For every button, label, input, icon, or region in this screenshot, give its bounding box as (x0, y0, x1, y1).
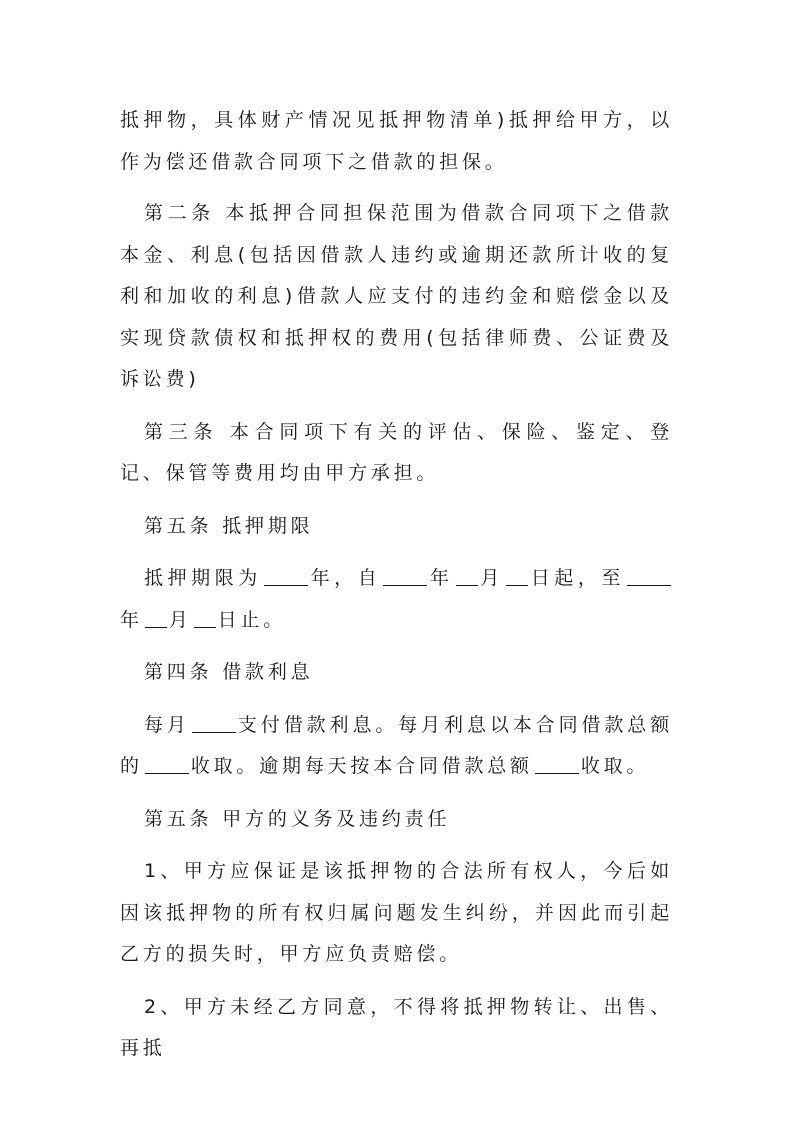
blank-term-years[interactable] (264, 567, 308, 586)
term-text-1: 抵押期限为 (144, 567, 262, 589)
paragraph-obligation-2: 2、甲方未经乙方同意，不得将抵押物转让、出售、再抵 (120, 995, 673, 1059)
interest-text-1: 每月 (144, 713, 190, 736)
paragraph-mortgage-term (120, 558, 673, 641)
blank-end-day[interactable] (194, 609, 216, 628)
paragraph-loan-interest (120, 705, 673, 788)
heading-article-5-obligations: 第五条 甲方的义务及违约责任 (144, 807, 451, 830)
heading-article-4-interest: 第四条 借款利息 (144, 661, 314, 683)
paragraph-collateral-continuation: 抵押物，具体财产情况见抵押物清单)抵押给甲方，以作为偿还借款合同项下之借款的担保。 (120, 109, 673, 173)
blank-end-month[interactable] (145, 609, 167, 628)
interest-text-3: 收取。逾期每天按本合同借款总额 (190, 755, 533, 777)
blank-start-day[interactable] (506, 567, 528, 586)
term-text-6: 年 (120, 608, 143, 631)
term-text-4: 月 (479, 567, 504, 589)
blank-end-year[interactable] (627, 567, 671, 586)
term-text-2: 年，自 (309, 567, 382, 589)
interest-text-4: 收取。 (580, 755, 650, 777)
term-text-7: 月 (168, 608, 192, 631)
term-text-5: 日起，至 (529, 567, 625, 589)
blank-monthly-rate[interactable] (145, 755, 189, 774)
blank-overdue-rate[interactable] (535, 755, 579, 774)
blank-start-month[interactable] (456, 567, 478, 586)
heading-article-5-term: 第五条 抵押期限 (144, 514, 314, 537)
interest-text-2: 支付借款利息。每月利息以本合同借款总额的 (120, 713, 673, 777)
blank-start-year[interactable] (383, 567, 427, 586)
term-text-3: 年 (429, 567, 454, 589)
blank-payment-day[interactable] (192, 714, 236, 733)
term-text-8: 日止。 (217, 608, 287, 631)
paragraph-article-2-scope: 第二条 本抵押合同担保范围为借款合同项下之借款本金、利息(包括因借款人违约或逾期还款所计收的复利和加收的利息)借款人应支付的违约金和赔偿金以及实现贷款债权和抵押权的费用(包括律师费、公证费及诉讼费) (120, 202, 673, 390)
paragraph-obligation-1: 1、甲方应保证是该抵押物的合法所有权人，今后如因该抵押物的所有权归属问题发生纠纷，并因此而引起乙方的损失时，甲方应负责赔偿。 (120, 860, 673, 965)
paragraph-article-3-fees: 第三条 本合同项下有关的评估、保险、鉴定、登记、保管等费用均由甲方承担。 (120, 420, 673, 484)
